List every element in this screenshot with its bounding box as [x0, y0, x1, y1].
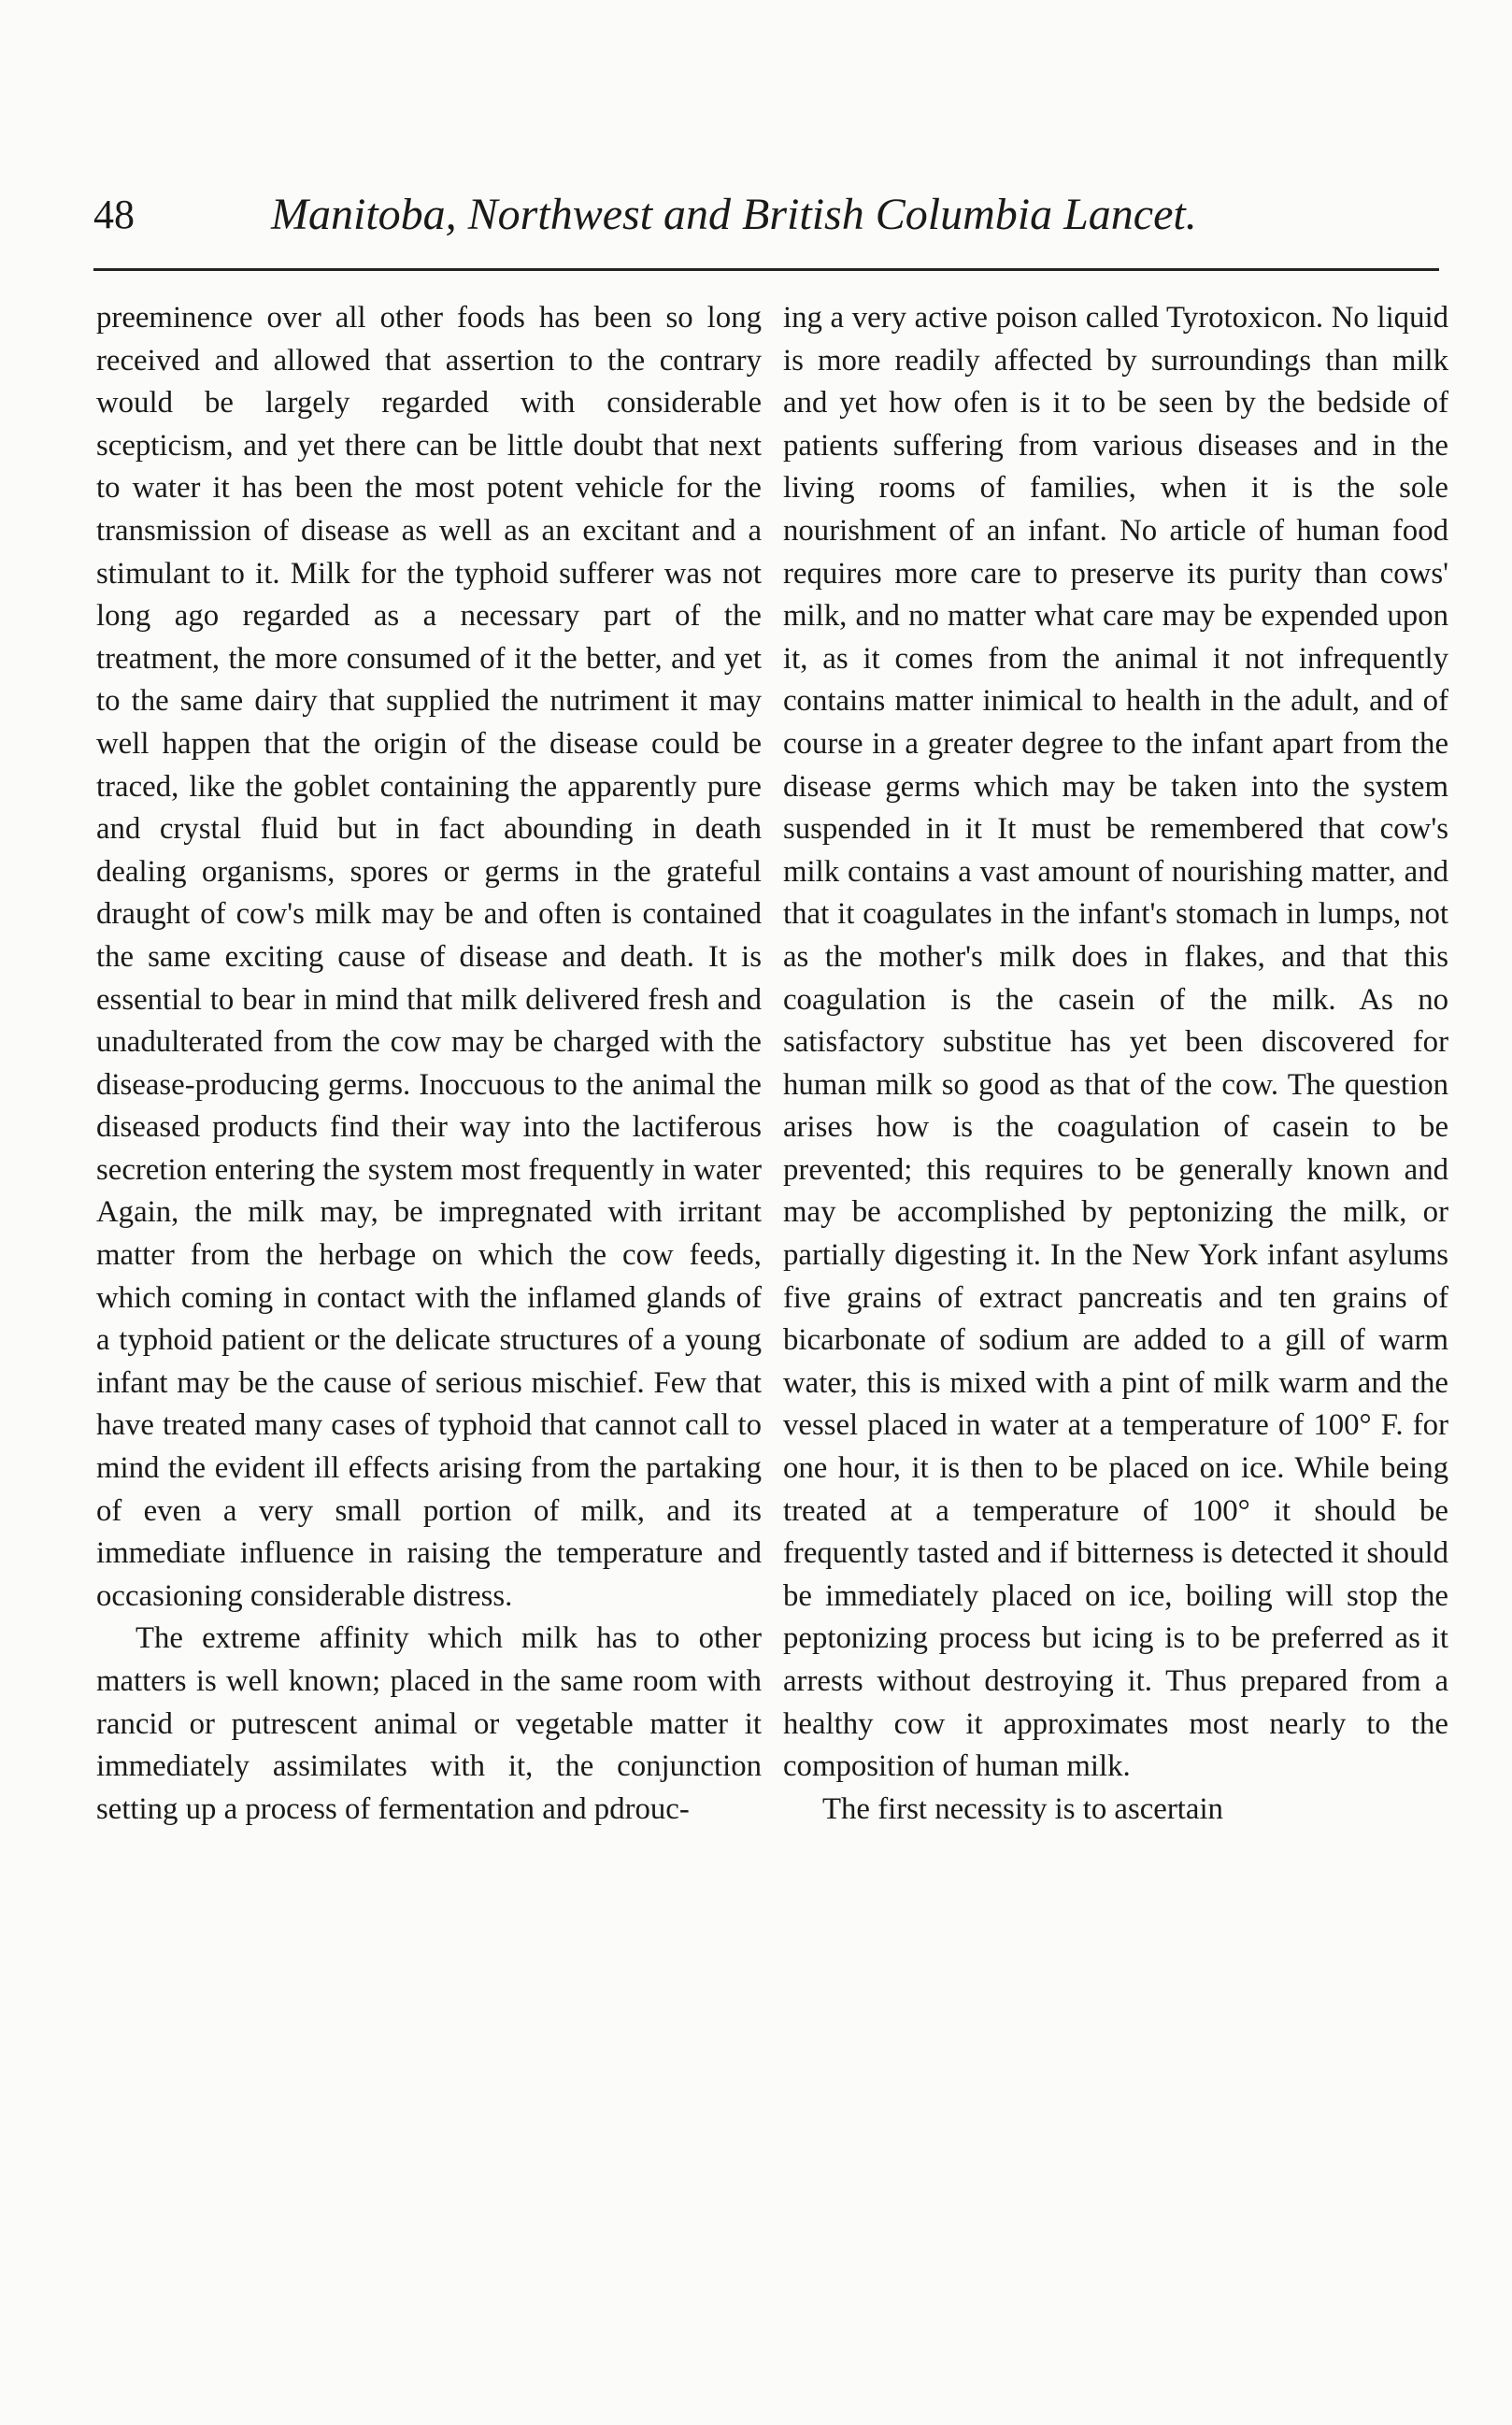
running-title: Manitoba, Northwest and British Columbia Lancet.: [271, 190, 1197, 239]
right-paragraph-1: ing a very active poison called Tyrotoxicon. No liquid is more readily affected by surroundings than milk and yet how ofen is it to be seen by the bedside of patients suffering from various diseases and in the living rooms of families, when it is the sole nourishment of an infant. No article of human food requires more care to preserve its purity than cows' milk, and no matter what care may be expended upon it, as it comes from the animal it not infrequently contains matter inimical to health in the adult, and of course in a greater degree to the infant apart from the disease germs which may be taken into the system suspended in it It must be remembered that cow's milk contains a vast amount of nourishing matter, and that it coagulates in the infant's stomach in lumps, not as the mother's milk does in flakes, and that this coagulation is the casein of the milk. As no satisfactory substitue has yet been discovered for human milk so good as that of the cow. The question arises how is the coagulation of casein to be prevented; this requires to be generally known and may be accomplished by peptonizing the milk, or partially digesting it. In the New York infant asylums five grains of extract pancreatis and ten grains of bicarbonate of sodium are added to a gill of warm water, this is mixed with a pint of milk warm and the vessel placed in water at a temperature of 100° F. for one hour, it is then to be placed on ice. While being treated at a temperature of 100° it should be frequently tasted and if bitterness is detected it should be immediately placed on ice, boiling will stop the peptonizing process but icing is to be preferred as it arrests without destroying it. Thus prepared from a healthy cow it approximates most nearly to the composition of human milk.: [783, 301, 1448, 1784]
header-rule: [93, 268, 1439, 271]
left-paragraph-2: The extreme affinity which milk has to other matters is well known; placed in the same room with rancid or putrescent animal or vegetable matter it immediately assimilates with it, the conjunction setting up a process of fermentation and pdrouc-: [96, 1621, 762, 1826]
right-paragraph-2: The first necessity is to ascertain: [822, 1791, 1223, 1826]
page-header: [93, 187, 1458, 252]
left-paragraph-1: preeminence over all other foods has been so long received and allowed that assertion to the contrary would be largely regarded with considerable scepticism, and yet there can be little doubt that next to water it has been the most potent vehicle for the transmission of disease as well as an excitant and a stimulant to it. Milk for the typhoid sufferer was not long ago regarded as a necessary part of the treatment, the more consumed of it the better, and yet to the same dairy that supplied the nutriment it may well happen that the origin of the disease could be traced, like the goblet containing the apparently pure and crystal fluid but in fact abounding in death dealing organisms, spores or germs in the grateful draught of cow's milk may be and often is contained the same exciting cause of disease and death. It is essential to bear in mind that milk delivered fresh and unadulterated from the cow may be charged with the disease-producing germs. Inoccuous to the animal the diseased products find their way into the lactiferous secretion entering the system most frequently in water Again, the milk may, be impregnated with irritant matter from the herbage on which the cow feeds, which coming in contact with the inflamed glands of a typhoid patient or the delicate structures of a young infant may be the cause of serious mischief. Few that have treated many cases of typhoid that cannot call to mind the evident ill effects arising from the partaking of even a very small portion of milk, and its immediate influence in raising the temperature and occasioning considerable distress.: [96, 301, 762, 1613]
right-column: [783, 297, 1448, 1831]
left-column: [96, 297, 762, 1831]
page-number: 48: [93, 192, 135, 237]
